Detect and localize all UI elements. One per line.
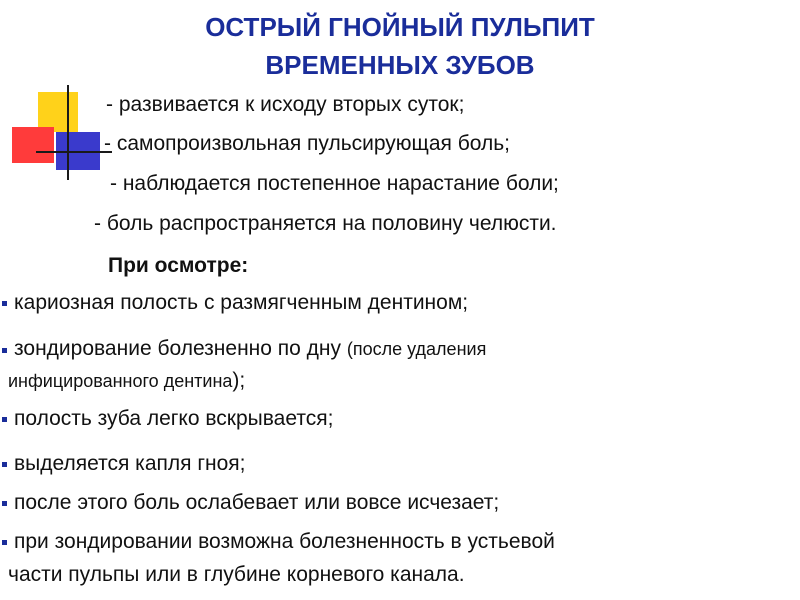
dash-item-4: - боль распространяется на половину челюсти. [94,212,557,235]
dash-item-3: - наблюдается постепенное нарастание боли; [110,172,559,195]
subheading-examination: При осмотре: [108,254,249,277]
red-square [12,127,54,163]
bullet-marker [2,348,7,353]
title-line-1: ОСТРЫЙ ГНОЙНЫЙ ПУЛЬПИТ [205,12,595,42]
bullet-2 [14,337,486,361]
dash-item-1: - развивается к исходу вторых суток; [106,93,465,116]
dash-item-2: - самопроизвольная пульсирующая боль; [104,132,510,155]
bullet-2-cont-close: ); [232,369,246,392]
bullet-3: полость зуба легко вскрывается; [14,407,334,430]
bullet-marker [2,462,7,467]
slide-title [100,8,700,84]
bullet-6-continuation: части пульпы или в глубине корневого канала. [8,563,465,586]
bullet-2-cont-small: инфицированного дентина [8,371,233,391]
bullet-marker [2,301,7,306]
bullet-2-paren: (после удаления [346,339,487,359]
horizontal-line [36,151,112,153]
bullet-marker [2,501,7,506]
bullet-2-main: зондирование болезненно по дну [14,337,342,360]
decorative-squares [0,0,110,190]
bullet-6: при зондировании возможна болезненность в устьевой [14,530,555,553]
title-line-2: ВРЕМЕННЫХ ЗУБОВ [265,50,535,80]
bullet-4: выделяется капля гноя; [14,452,246,475]
bullet-2-continuation [8,369,245,393]
bullet-marker [2,540,7,545]
bullet-marker [2,417,7,422]
bullet-1: кариозная полость с размягченным дентином; [14,291,469,314]
yellow-square [38,92,78,132]
vertical-line [67,85,69,180]
bullet-5: после этого боль ослабевает или вовсе исчезает; [14,491,500,514]
